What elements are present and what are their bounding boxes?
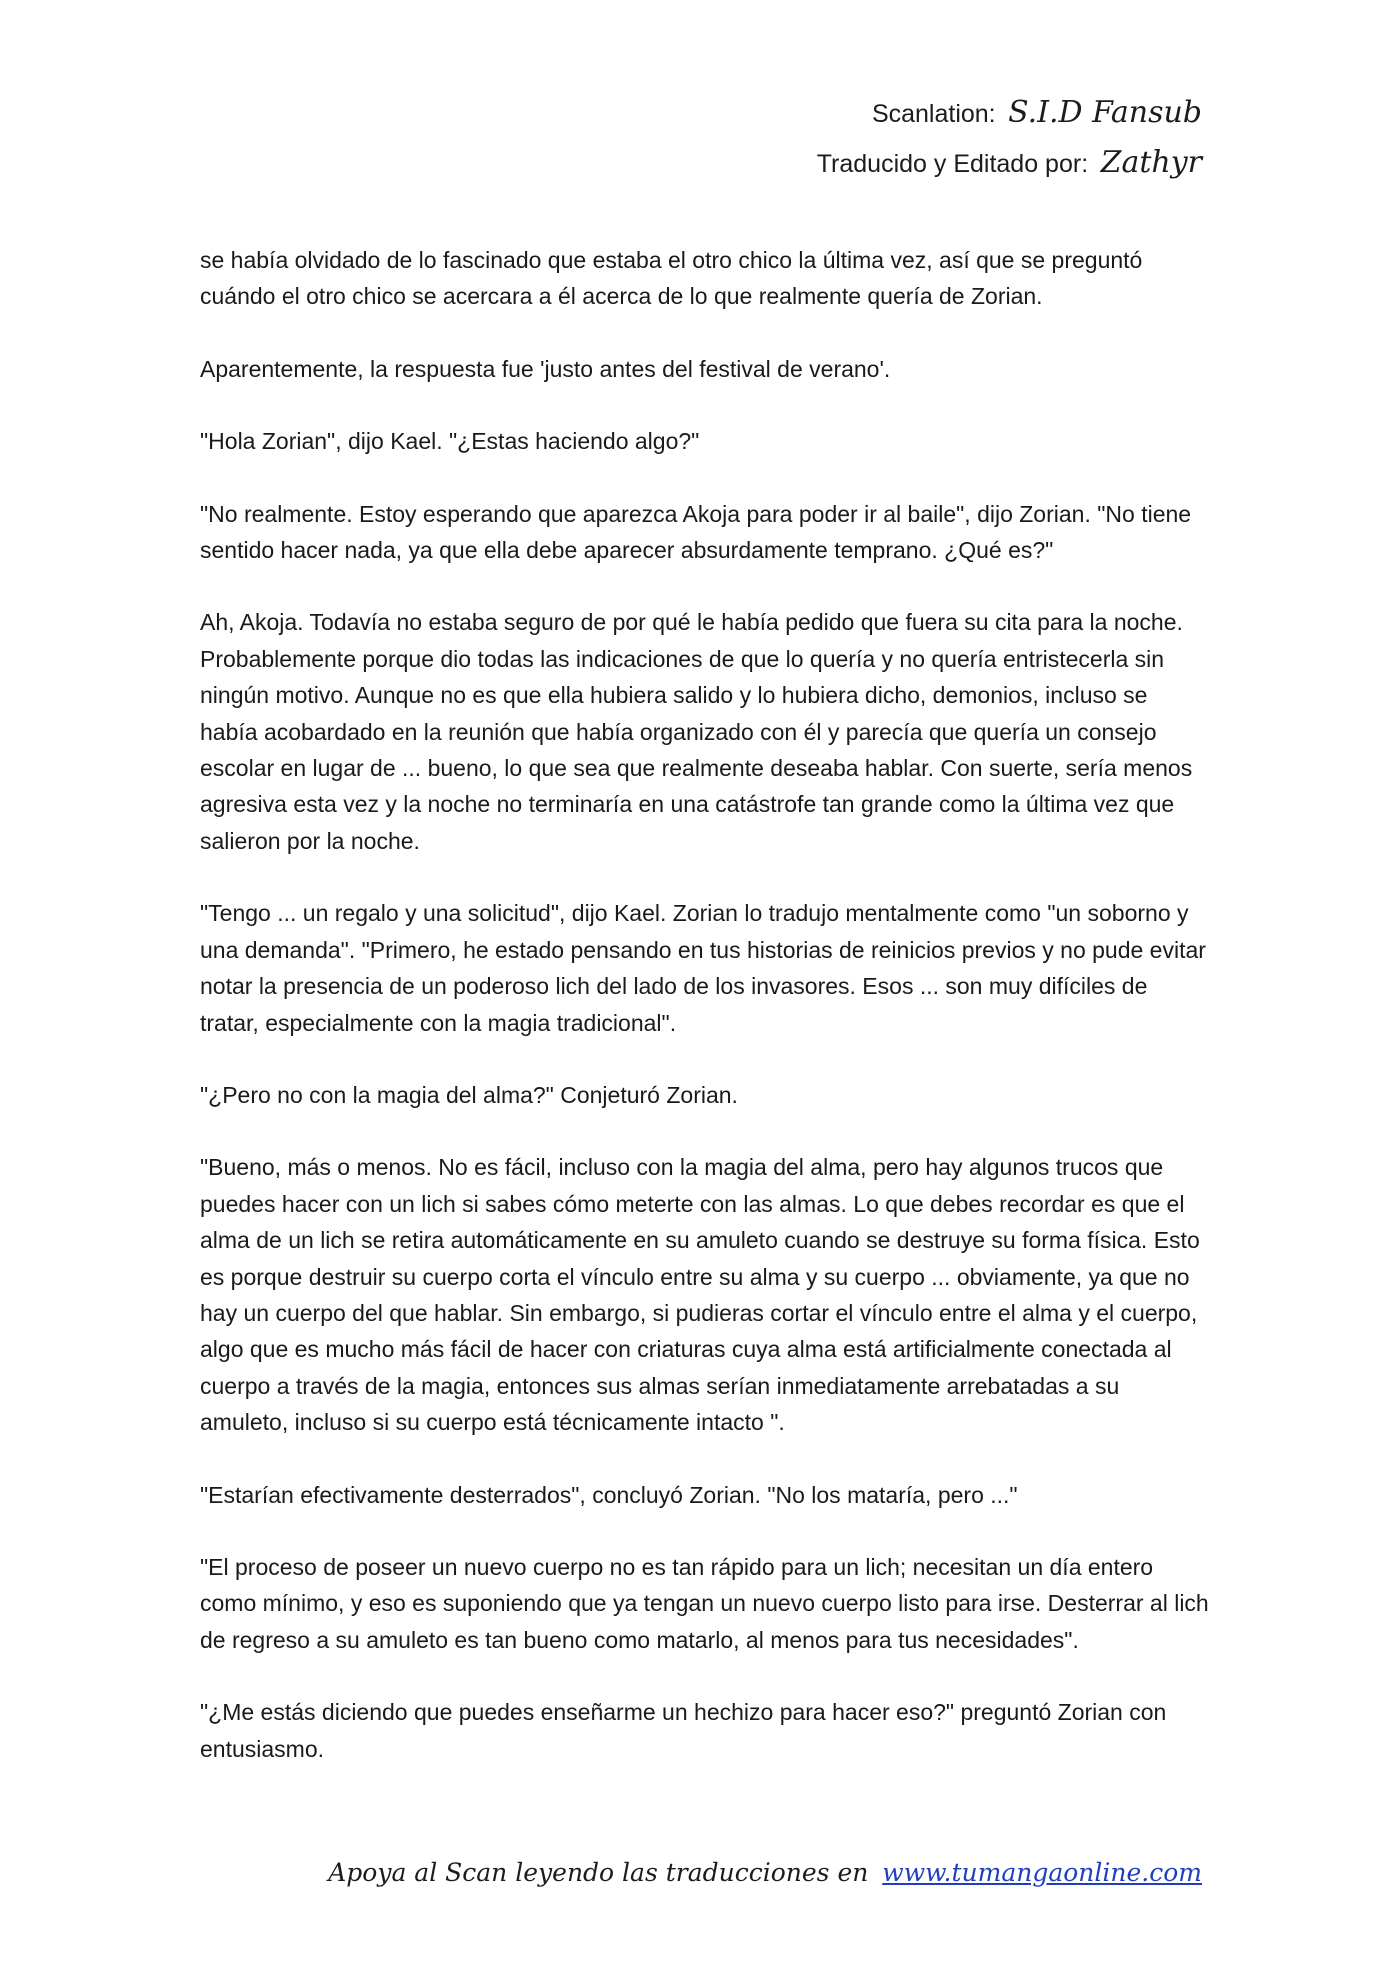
translator-name: Zathyr	[1100, 145, 1202, 180]
scanlation-credit	[817, 88, 1202, 138]
paragraph: se había olvidado de lo fascinado que estaba el otro chico la última vez, así que se preguntó cuándo el otro chico se acercara a él acerca de lo que realmente quería de Zorian.	[200, 247, 1143, 310]
scanlation-group: S.I.D Fansub	[1008, 95, 1202, 130]
paragraph: "¿Me estás diciendo que puedes enseñarme un hechizo para hacer eso?" preguntó Zorian con entusiasmo.	[200, 1699, 1167, 1762]
translator-credit	[817, 138, 1202, 188]
scanlation-label: Scanlation:	[871, 100, 996, 128]
paragraph: "Bueno, más o menos. No es fácil, incluso con la magia del alma, pero hay algunos trucos que puedes hacer con un lich si sabes cómo meterte con las almas. Lo que debes recordar es que el alma de un lich se retira automáticamente en su amuleto cuando se destruye su forma física. Esto es porque destruir su cuerpo corta el vínculo entre su alma y su cuerpo ... obviamente, ya que no hay un cuerpo del que hablar. Sin embargo, si pudieras cortar el vínculo entre el alma y el cuerpo, algo que es mucho más fácil de hacer con criaturas cuya alma está artificialmente conectada al cuerpo a través de la magia, entonces sus almas serían inmediatamente arrebatadas a su amuleto, incluso si su cuerpo está técnicamente intacto ".	[200, 1154, 1200, 1436]
paragraph: "Hola Zorian", dijo Kael. "¿Estas haciendo algo?"	[200, 428, 700, 455]
paragraph: Ah, Akoja. Todavía no estaba seguro de por qué le había pedido que fuera su cita para la noche. Probablemente porque dio todas las indicaciones de que lo quería y no quería entristecerla sin ningún motivo. Aunque no es que ella hubiera salido y lo hubiera dicho, demonios, incluso se había acobardado en la reunión que había organizado con él y parecía que quería un consejo escolar en lugar de ... bueno, lo que sea que realmente deseaba hablar. Con suerte, sería menos agresiva esta vez y la noche no terminaría en una catástrofe tan grande como la última vez que salieron por la noche.	[200, 609, 1193, 854]
credits-block	[817, 88, 1202, 188]
paragraph: "No realmente. Estoy esperando que aparezca Akoja para poder ir al baile", dijo Zorian. "No tiene sentido hacer nada, ya que ella debe aparecer absurdamente temprano. ¿Qué es?"	[200, 500, 1192, 564]
footer-note	[328, 1858, 1202, 1887]
story-text	[200, 242, 1210, 1803]
translator-label: Traducido y Editado por:	[816, 150, 1089, 178]
paragraph: "¿Pero no con la magia del alma?" Conjeturó Zorian.	[200, 1081, 738, 1108]
footer-text: Apoya al Scan leyendo las traducciones en	[328, 1858, 869, 1887]
paragraph: "Tengo ... un regalo y una solicitud", dijo Kael. Zorian lo tradujo mentalmente como "un soborno y una demanda". "Primero, he estado pensando en tus historias de reinicios previos y no pude evitar notar la presencia de un poderoso lich del lado de los invasores. Esos ... son muy difíciles de tratar, especialmente con la magia tradicional".	[200, 900, 1206, 1036]
paragraph: Aparentemente, la respuesta fue 'justo antes del festival de verano'.	[200, 355, 891, 382]
footer-link[interactable]: www.tumangaonline.com	[882, 1858, 1202, 1887]
paragraph: "Estarían efectivamente desterrados", concluyó Zorian. "No los mataría, pero ..."	[200, 1481, 1018, 1508]
paragraph: "El proceso de poseer un nuevo cuerpo no es tan rápido para un lich; necesitan un día entero como mínimo, y eso es suponiendo que ya tengan un nuevo cuerpo listo para irse. Desterrar al lich de regreso a su amuleto es tan bueno como matarlo, al menos para tus necesidades".	[200, 1553, 1209, 1653]
